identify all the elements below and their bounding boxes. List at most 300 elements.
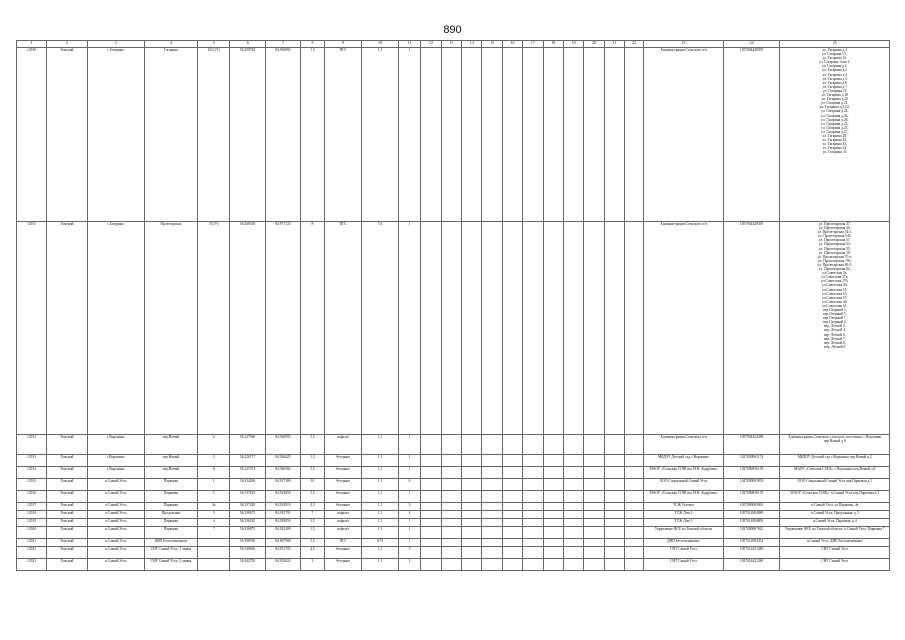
table-cell — [523, 511, 543, 519]
table-cell — [604, 435, 624, 455]
table-cell: Гагарина — [144, 48, 198, 222]
address-line: ул.Советская 51, — [822, 287, 848, 292]
registry-table — [16, 40, 890, 571]
table-cell — [604, 479, 624, 491]
address-line: ул.Советская 37а, — [821, 275, 849, 280]
address-line: ул. Пролетарская 54/1, — [817, 230, 852, 235]
table-cell: 1,5 — [301, 491, 325, 503]
table-cell: 2 — [198, 455, 230, 467]
table-cell: 7 — [198, 527, 230, 539]
table-cell: 55 (У) — [198, 222, 230, 435]
table-cell: 1 — [198, 479, 230, 491]
table-cell: Администрация Сельского п/п — [644, 435, 723, 455]
address-line: пер. Лесной 8, — [823, 340, 846, 345]
table-cell: 56.259763 — [230, 48, 265, 222]
table-cell: 1057004452288 — [723, 435, 780, 455]
table-cell: СНТ Самый Угол — [780, 547, 890, 559]
table-cell — [523, 467, 543, 479]
table-cell: бетонное — [324, 467, 362, 479]
table-cell — [462, 503, 482, 511]
table-cell — [563, 527, 583, 539]
table-cell: 56.342793 — [230, 559, 265, 571]
table-cell — [421, 519, 441, 527]
column-header: 17 — [523, 41, 543, 48]
address-line: ул. Гагарина д.5 — [822, 76, 848, 81]
table-cell — [625, 467, 644, 479]
table-cell: 7 — [301, 511, 325, 519]
table-cell — [780, 48, 890, 222]
table-cell: 1027000861174 — [723, 455, 780, 467]
table-cell: с.Воронино — [87, 467, 144, 479]
table-cell: 1057014431280 — [723, 547, 780, 559]
table-cell — [543, 491, 563, 503]
address-line: ул. Гагарина д.23, — [821, 121, 849, 126]
table-cell — [502, 519, 522, 527]
table-cell — [482, 435, 502, 455]
table-cell: МАОУ «Сельская СОШ им. Н.В. Андреева» — [644, 467, 723, 479]
address-line: ул.Советская 61, — [822, 303, 848, 308]
table-cell — [441, 48, 461, 222]
table-cell — [482, 539, 502, 547]
table-cell — [421, 503, 441, 511]
table-cell — [523, 559, 543, 571]
table-cell — [543, 455, 563, 467]
table-cell — [441, 467, 461, 479]
table-cell — [604, 547, 624, 559]
table-cell — [543, 48, 563, 222]
table-cell — [502, 435, 522, 455]
table-cell: 84.924910 — [265, 503, 300, 511]
table-cell: 1 — [398, 48, 421, 222]
table-row — [17, 491, 890, 503]
column-header: 22 — [625, 41, 644, 48]
table-cell: МАОУ «Сельская СОШ им. Н.В. Андреева» — [644, 491, 723, 503]
address-line: ул. Пролетарская 54б, — [817, 234, 852, 239]
table-cell: 56.398550 — [230, 539, 265, 547]
table-cell — [625, 547, 644, 559]
column-header: 25 — [780, 41, 890, 48]
table-cell — [462, 455, 482, 467]
table-cell — [543, 559, 563, 571]
address-line: ул. Пролетарская 57, — [818, 238, 851, 243]
table-cell: 12915 — [17, 479, 47, 491]
table-cell: Томский — [47, 511, 88, 519]
table-cell: ООО Социальный Самый Угол пер.Парковая д.1 — [780, 479, 890, 491]
table-cell — [482, 547, 502, 559]
table-cell: п.Самый Угол — [87, 547, 144, 559]
table-cell: 12910 — [17, 48, 47, 222]
table-cell — [543, 539, 563, 547]
table-cell — [502, 511, 522, 519]
table-cell: 1,1 — [362, 479, 398, 491]
table-cell — [198, 539, 230, 547]
table-cell — [421, 479, 441, 491]
table-cell: 84.965892 — [265, 48, 300, 222]
table-cell: МБДОУ Детский сад с.Воронино — [644, 455, 723, 467]
table-cell: ООО Социальный Самый Угол — [644, 479, 723, 491]
table-cell: 1,1 — [362, 455, 398, 467]
table-cell — [543, 467, 563, 479]
table-cell: Томский — [47, 455, 88, 467]
table-cell: асфальт — [324, 511, 362, 519]
table-cell: 1057014431280 — [723, 559, 780, 571]
table-cell: бетонное — [324, 479, 362, 491]
table-cell — [502, 222, 522, 435]
column-header: 16 — [502, 41, 522, 48]
table-cell: СНТ Самый Угол, 1 линия — [144, 547, 198, 559]
table-cell — [625, 503, 644, 511]
table-cell: п.Самый Угол — [87, 511, 144, 519]
table-cell — [563, 547, 583, 559]
address-line: ул. Гагарина 16 — [822, 88, 847, 93]
header-row — [17, 41, 890, 48]
table-cell — [523, 527, 543, 539]
table-cell: 1 — [398, 455, 421, 467]
table-cell: Томский — [47, 539, 88, 547]
table-cell: 56.336875 — [230, 527, 265, 539]
table-cell — [482, 527, 502, 539]
address-line: ул. Гагарина 34, — [822, 146, 847, 151]
table-cell — [523, 519, 543, 527]
table-cell — [421, 491, 441, 503]
table-cell — [441, 222, 461, 435]
column-header: 4 — [144, 41, 198, 48]
address-line: пер. Лесной 2, — [823, 324, 846, 329]
address-line: ул. Гагарина д.18 — [821, 93, 848, 98]
table-cell: Томский — [47, 527, 88, 539]
table-cell — [563, 539, 583, 547]
table-cell: 6 — [198, 435, 230, 455]
table-cell — [584, 527, 604, 539]
table-cell — [604, 527, 624, 539]
table-cell: 1 — [398, 435, 421, 455]
table-cell: ДНП Бесплатненькое — [144, 539, 198, 547]
table-cell — [421, 559, 441, 571]
table-cell: с.Воронино — [87, 435, 144, 455]
table-cell — [604, 511, 624, 519]
table-row — [17, 519, 890, 527]
table-cell — [604, 222, 624, 435]
table-cell: 56.334246 — [230, 479, 265, 491]
table-cell: 4,5 — [301, 547, 325, 559]
table-cell — [462, 559, 482, 571]
table-cell: 4,5 — [301, 503, 325, 511]
table-cell: п.Самый Угол — [87, 539, 144, 547]
table-cell: 1 — [398, 491, 421, 503]
column-header: 3 — [87, 41, 144, 48]
table-cell: 84.926425 — [265, 455, 300, 467]
table-cell: 1,5 — [301, 48, 325, 222]
column-header: 11 — [398, 41, 421, 48]
table-cell: ПГС — [324, 48, 362, 222]
table-cell: 12914 — [17, 467, 47, 479]
table-cell — [421, 539, 441, 547]
table-cell: СНТ Самый Угол, 2 линия — [144, 559, 198, 571]
column-header: 23 — [644, 41, 723, 48]
table-cell — [502, 539, 522, 547]
address-line: ул. Пролетарская 82, — [818, 267, 851, 272]
address-line: ул. Гагарина д.26, — [821, 113, 849, 118]
table-cell: 84.926993 — [265, 435, 300, 455]
address-line: пер.Озерный 7, — [823, 316, 847, 321]
table-cell — [441, 503, 461, 511]
table-cell — [584, 539, 604, 547]
table-cell: 56.260418 — [230, 222, 265, 435]
table-cell: 8 — [198, 467, 230, 479]
table-cell: бетонное — [324, 503, 362, 511]
table-cell: 1 — [398, 467, 421, 479]
address-line: ул. Гагарина д.6 — [822, 80, 848, 85]
table-cell — [563, 559, 583, 571]
address-line: ул. Пролетарская 70б, — [817, 258, 852, 263]
table-cell — [523, 455, 543, 467]
table-cell — [780, 222, 890, 435]
table-cell — [604, 48, 624, 222]
table-cell: Томский — [47, 435, 88, 455]
table-cell — [462, 511, 482, 519]
column-header: 20 — [584, 41, 604, 48]
table-cell: 1057014004880 — [723, 511, 780, 519]
table-cell: п.Самый Угол — [87, 503, 144, 511]
table-cell — [502, 559, 522, 571]
table-cell: 1,1 — [362, 519, 398, 527]
table-cell: с.Воронино — [87, 455, 144, 467]
table-cell — [625, 527, 644, 539]
table-cell: ПГС — [324, 222, 362, 435]
address-line: ул. Гагарина 1а кв 1, — [819, 60, 851, 65]
table-cell: пер.Новый — [144, 435, 198, 455]
table-cell: ТСЖ Дом 5 — [644, 519, 723, 527]
address-line: ул. Гагарина 30, — [822, 138, 847, 143]
table-cell: ТСЖ Угловое — [644, 503, 723, 511]
table-cell — [502, 527, 522, 539]
column-header: 13 — [441, 41, 461, 48]
table-cell — [543, 435, 563, 455]
table-cell: 3 — [301, 559, 325, 571]
column-header: 14 — [462, 41, 482, 48]
table-cell — [462, 491, 482, 503]
table-cell: ПГС — [324, 539, 362, 547]
table-cell: 12917 — [17, 503, 47, 511]
table-cell: 56.227940 — [230, 435, 265, 455]
table-cell — [584, 519, 604, 527]
table-cell: Управление ФСБ по Томской области, п.Самый Угол, Парковая 7 — [780, 527, 890, 539]
column-header: 2 — [47, 41, 88, 48]
table-cell: бетонное — [324, 455, 362, 467]
table-cell: 84.918950 — [265, 519, 300, 527]
table-cell: 7,6 — [362, 222, 398, 435]
table-cell — [584, 48, 604, 222]
table-cell — [441, 559, 461, 571]
column-header: 24 — [723, 41, 780, 48]
table-cell — [462, 435, 482, 455]
table-cell: Томский — [47, 559, 88, 571]
table-cell — [462, 519, 482, 527]
table-cell — [502, 467, 522, 479]
table-cell: Парковая — [144, 479, 198, 491]
table-cell: 56.337420 — [230, 503, 265, 511]
table-cell: Томский — [47, 479, 88, 491]
table-cell — [523, 503, 543, 511]
table-cell — [523, 491, 543, 503]
table-cell: 1,5 — [301, 519, 325, 527]
table-cell: 1,1 — [362, 48, 398, 222]
address-line: ул. Пролетарская 40, — [818, 226, 851, 231]
table-cell: бетонное — [324, 559, 362, 571]
table-cell — [462, 479, 482, 491]
table-row — [17, 547, 890, 559]
address-line: пер. Лесной 4, — [823, 328, 846, 333]
table-cell — [421, 48, 441, 222]
table-cell: п.Самый Угол — [87, 559, 144, 571]
table-cell: с.Батурино — [87, 48, 144, 222]
table-cell: Парковая — [144, 503, 198, 511]
table-cell: 12920 — [17, 527, 47, 539]
table-cell — [421, 547, 441, 559]
address-line: ул. Пролетарская 37, — [818, 222, 851, 226]
table-cell — [482, 479, 502, 491]
table-cell — [523, 435, 543, 455]
address-line: пер.Озерный 3, — [823, 307, 847, 312]
table-cell: СНТ Самый Угол — [644, 559, 723, 571]
table-cell — [421, 467, 441, 479]
table-cell — [543, 527, 563, 539]
table-cell: п.Самый Угол, Продольная, д.3 — [780, 511, 890, 519]
table-cell: 84.925409 — [265, 527, 300, 539]
table-cell: Продольная — [144, 511, 198, 519]
address-line: ул. Пролетарская 70 а, — [817, 254, 852, 259]
table-cell — [482, 48, 502, 222]
table-cell: бетонное — [324, 491, 362, 503]
table-cell: 8 — [301, 222, 325, 435]
address-line: пер.Озерный 5, — [823, 312, 847, 317]
table-cell — [523, 222, 543, 435]
table-cell — [563, 435, 583, 455]
address-line: ул. Гагарина 33, — [822, 142, 847, 147]
table-cell — [462, 539, 482, 547]
table-cell: Управление ФСБ по Томской области — [644, 527, 723, 539]
address-line: ул. Гагарина д.21/2, — [819, 105, 850, 110]
table-cell: 3 — [398, 503, 421, 511]
table-cell — [625, 222, 644, 435]
table-cell — [584, 479, 604, 491]
table-cell — [198, 559, 230, 571]
table-cell — [604, 559, 624, 571]
table-row — [17, 539, 890, 547]
address-line: ул. Гагарина 1/1, — [821, 52, 848, 57]
table-cell: Администрация Сельского п/п — [644, 222, 723, 435]
table-cell — [482, 559, 502, 571]
address-line: ул. Гагарина д.24, — [821, 109, 849, 114]
table-cell — [462, 48, 482, 222]
table-cell — [563, 503, 583, 511]
table-cell — [584, 491, 604, 503]
table-cell: СНТ Самый Угол — [780, 559, 890, 571]
table-cell: Томский — [47, 48, 88, 222]
table-cell — [482, 503, 502, 511]
table-cell — [421, 435, 441, 455]
table-cell: бетонное — [324, 547, 362, 559]
table-cell: асфальт — [324, 519, 362, 527]
table-cell: 12922 — [17, 547, 47, 559]
address-line: ул. Гагарина 28, — [822, 133, 847, 138]
table-cell: 4а — [198, 503, 230, 511]
address-line: ул. Гагарина д.27, — [821, 129, 849, 134]
table-cell: 12911 — [17, 222, 47, 435]
table-cell: п.Самый Угол — [87, 491, 144, 503]
table-cell: МАОУ «Сельская СОШ», с.Воронино пер.Новый д.8 — [780, 467, 890, 479]
table-cell: ТСЖ Дом 3 — [644, 511, 723, 519]
table-cell — [502, 547, 522, 559]
table-cell: 56.226717 — [230, 455, 265, 467]
table-cell — [441, 527, 461, 539]
table-cell: асфальт — [324, 527, 362, 539]
table-cell — [563, 467, 583, 479]
column-header: 19 — [563, 41, 583, 48]
table-cell: 1,5 — [301, 539, 325, 547]
table-cell — [543, 503, 563, 511]
table-row — [17, 467, 890, 479]
table-cell: 1,5 — [301, 455, 325, 467]
table-cell: СНТ Самый Угол — [644, 547, 723, 559]
table-cell: 56.338675 — [230, 511, 265, 519]
table-cell — [523, 547, 543, 559]
table-cell: 1057004449395 — [723, 222, 780, 435]
table-cell — [543, 547, 563, 559]
table-row — [17, 222, 890, 435]
column-header: 21 — [604, 41, 624, 48]
address-line: ул. Гагарина д.3 — [822, 68, 848, 73]
table-cell: 56.227474 — [230, 467, 265, 479]
table-cell: 1,1 — [362, 467, 398, 479]
address-line: ул. Гагарина д.28, — [821, 117, 849, 122]
table-cell — [625, 48, 644, 222]
table-cell: п.Самый Угол, ул.Парковая, 4а — [780, 503, 890, 511]
table-cell — [441, 539, 461, 547]
table-cell: Томский — [47, 503, 88, 511]
table-cell: Парковая — [144, 527, 198, 539]
table-cell: п.Самый Угол — [87, 527, 144, 539]
table-cell: пер.Новый — [144, 467, 198, 479]
table-cell: 12921 — [17, 539, 47, 547]
table-cell: 12918 — [17, 511, 47, 519]
table-cell: 12913 — [17, 455, 47, 467]
table-cell — [604, 455, 624, 467]
table-cell: 12923 — [17, 559, 47, 571]
table-cell: 84.915791 — [265, 511, 300, 519]
table-cell — [543, 511, 563, 519]
table-cell — [584, 435, 604, 455]
table-cell — [584, 559, 604, 571]
address-line: ул.Советская 40, — [822, 299, 848, 304]
table-cell — [502, 48, 522, 222]
column-header: 1 — [17, 41, 47, 48]
table-cell: 84.926584 — [265, 467, 300, 479]
table-cell: 84.927169 — [265, 479, 300, 491]
table-cell: 12919 — [17, 519, 47, 527]
address-line: ул.Советская 57, — [822, 295, 848, 300]
table-cell — [584, 503, 604, 511]
table-cell: 1 — [398, 539, 421, 547]
table-cell: 84.867908 — [265, 539, 300, 547]
table-cell — [625, 491, 644, 503]
table-cell — [462, 222, 482, 435]
table-cell — [482, 467, 502, 479]
table-cell: Томский — [47, 547, 88, 559]
column-header: 8 — [301, 41, 325, 48]
address-line: ул.Советская 40, — [822, 283, 848, 288]
column-header: 18 — [543, 41, 563, 48]
